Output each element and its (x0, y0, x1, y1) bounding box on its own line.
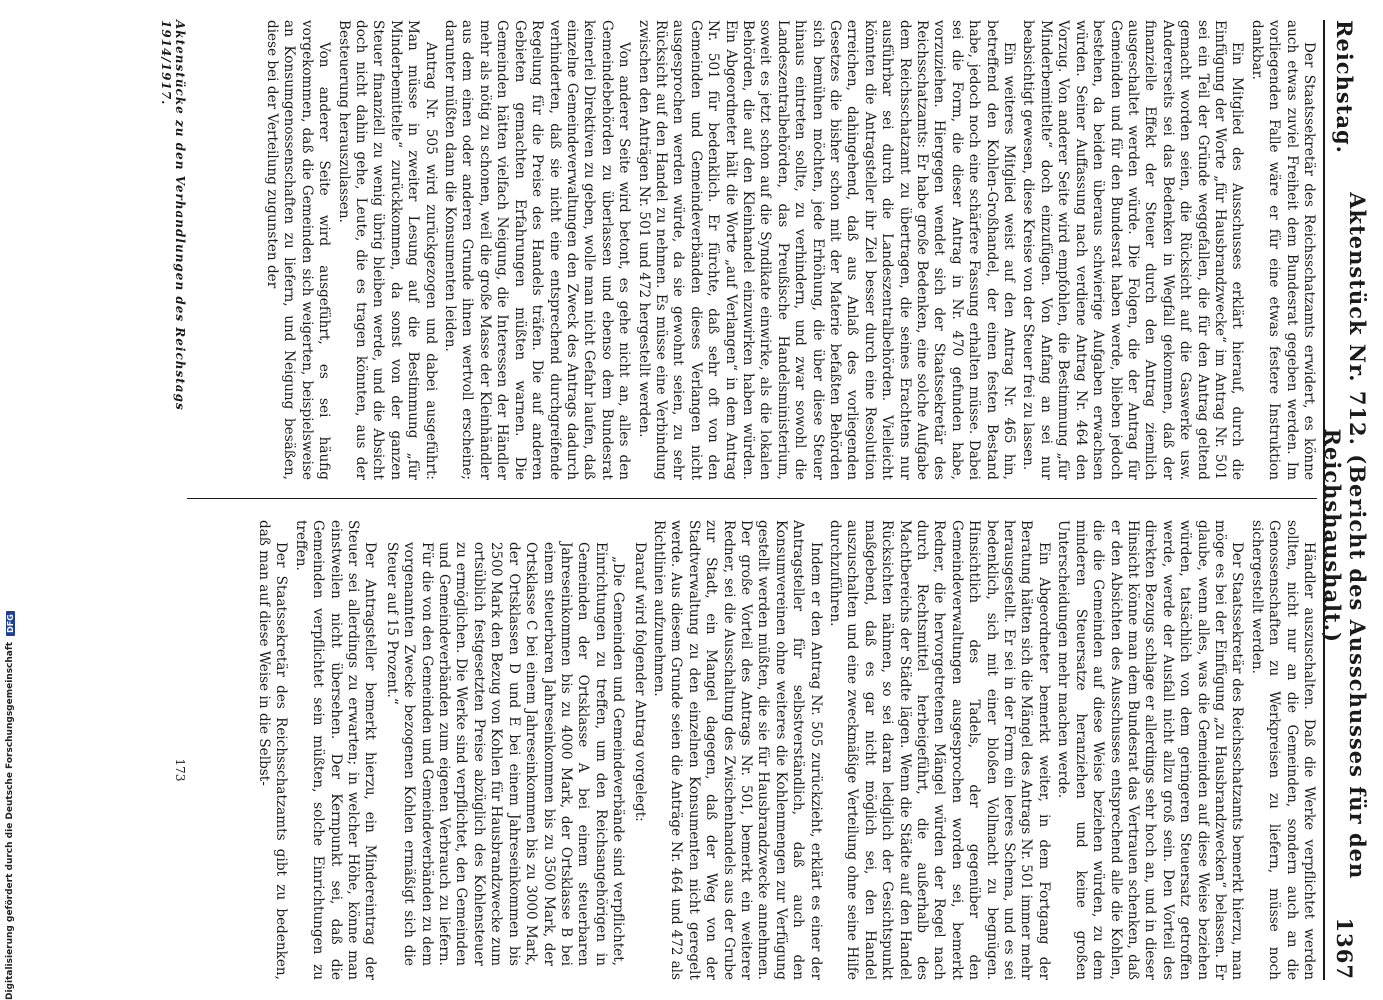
paragraph: Der Staatssekretär des Reichsschatzamts gibt zu bedenken, daß man auf diese Weise in die Selbst- (256, 520, 290, 980)
paragraph: Antrag Nr. 505 wird zurückgezogen und dabei ausgeführt: Man müsse in zweiter Lesung auf die Bestimmung „für Minderbemittelte“ zurückkommen, da sonst von der ganzen Steuer finanziell zu wenig übrig bleiben werde, und die Absicht doch nicht dahin gehe, Leute, die es tragen könnten, aus der Besteuerung herauszulassen. (335, 20, 439, 480)
paragraph: Ein Abgeordneter bemerkt weiter, in dem Fortgang der Beratung hätten sich die Mängel des Antrags Nr. 501 immer mehr herausgestellt. Er sei in der Form ein leeres Schema, und es sei bedenklich, sich mit einer bloßen Vollmacht zu begnügen. Hinsichtlich des Tadels, der gegenüber den Gemeindeverwaltungen ausgesprochen worden sei, bemerkt Redner, die hervorgetretenen Mängel würden der Regel nach durch Rechtsmittel herbeigeführt, die außerhalb des Machtbereichs der Städte lägen. Wenn die Städte auf den Handel Rücksichten nähmen, so sei daran lediglich der Gesichtspunkt maßgebend, daß es gar nicht möglich sei, den Handel auszuschalten und eine zweckmäßige Verteilung ohne seine Hilfe durchzuführen. (827, 520, 1052, 980)
dfg-logo: DFG (6, 611, 15, 636)
credit-text: Digitalisierung gefördert durch die Deutsche Forschungsgemeinschaft (5, 641, 15, 1000)
paragraph: Der Staatssekretär des Reichsschatzamts erwidert, es könne auch etwas zuviel Freiheit dem Bundesrat gegeben werden. Im vorliegenden Falle wäre er für eine etwas festere Instruktion dankbar. (1248, 20, 1317, 480)
paragraph: Der Staatssekretär des Reichsschatzamts bemerkt hierzu, man möge es bei der Einfügung „zu Hausbrandzwecken“ belassen. Er glaube, wenn alles, was die Gemeinden auf diese Weise beziehen würden, tatsächlich von dem geringeren Steuersatz getroffen werde, werde der Ausfall nicht allzu groß sein. Den Vorteil des direkten Bezugs schlage er allerdings sehr hoch an, und in dieser Hinsicht könne man dem Bundesrat das Vertrauen schenken, daß er den Absichten des Ausschusses entsprechend alle die Kohlen, die die Gemeinden auf diese Weise beziehen würden, zu dem minderen Steuersatze heranziehen und keine großen Unterscheidungen mehr machen werde. (1055, 520, 1246, 980)
paragraph: Der Antragsteller bemerkt hierzu, ein Mindereintrag der Steuer sei allerdings zu erwarten; in welcher Höhe, könne man einstweilen nicht übersehen. Der Kernpunkt sei, daß die Gemeinden verpflichtet sein müßten, solche Einrichtungen zu treffen. (292, 520, 379, 980)
header-left: Reichstag. (1332, 20, 1358, 154)
paragraph: Ein weiteres Mitglied weist auf den Antrag Nr. 465 hin, betreffend den Kohlen-Großhandel, der einen festen Bestand habe, jedoch noch eine schärfere Fassung erhalten müsse. Dabei sei die Form, die dieser Antrag in Nr. 470 gefunden habe, vorzuziehen. Hiergegen wendet sich der Staatssekretär des Reichsschatzamts: Er habe große Bedenken, eine solche Aufgabe dem Reichsschatzamt zu übertragen, die seines Erachtens nur ausführbar sei durch die Landeszentralbehörden. Vielleicht könnten die Antragsteller ihr Ziel besser durch eine Resolution erreichen, dahingehend, daß aus Anlaß des vorliegenden Gesetzes die bisher schon mit der Materie befaßten Behörden sich bemühen möchten, jede Erhöhung, die über diese Steuer hinaus eintreten sollte, zu verhindern, und zwar sowohl die Landeszentralbehörden, das Preußische Handelsministerium, soweit es jetzt schon auf die Syndikate einwirke, als die lokalen Behörden, die auf den Kleinhandel einzuwirken haben würden. Ein Abgeordneter hält die Worte „auf Verlangen“ in dem Antrag Nr. 501 für bedenklich. Er fürchte, daß sehr oft von den Gemeinden und Gemeindeverbänden dieses Verlangen nicht ausgesprochen werden würde, da sie gewohnt seien, zu sehr Rücksicht auf den Handel zu nehmen. Es müsse eine Verbindung zwischen den Anträgen Nr. 501 und 472 hergestellt werden. (635, 20, 1018, 480)
footer-page-number: 173 (173, 758, 187, 782)
motion-text: „Die Gemeinden und Gemeindeverbände sind verpflichtet, Einrichtungen zu treffen, um den Reichsangehörigen in Gemeinden der Ortsklasse A bei einem steuerbaren Jahreseinkommen bis zu 4000 Mark, der Ortsklasse B bei einem steuerbaren Jahreseinkommen bis zu 3500 Mark, der Ortsklasse C bei einem Jahreseinkommen bis zu 3000 Mark, der Ortsklassen D und E bei einem Jahreseinkommen bis 2500 Mark den Bezug von Kohlen für Hausbrandzwecke zum ortsüblich festgesetzten Preise abzüglich des Kohlensteuer zu ermöglichen. Die Werke sind verpflichtet, den Gemeinden und Gemeindeverbänden zum eigenen Verbrauch zu liefern. Für die von den Gemeinden und Gemeindeverbänden zu dem vorgenannten Zwecke bezogenen Kohlen ermäßigt sich die Steuer auf 15 Prozent.“ (383, 542, 627, 966)
left-column (207, 20, 1317, 480)
paragraph: Von anderer Seite wird ausgeführt, es sei häufig vorgekommen, daß die Gemeinden sich weigerten, beispielsweise an Konsumgenossenschaften zu liefern, und Neigung besäßen, diese bei der Verteilung zugunsten der (264, 20, 333, 480)
document-page (123, 0, 1383, 1000)
column-divider (187, 498, 1317, 499)
paragraph: Von anderer Seite wird betont, es gehe nicht an, alles den Gemeindebehörden zu überlassen und ebenso dem Bundesrat keinerlei Direktiven zu geben, wolle man nicht Gefahr laufen, daß einzelne Gemeindeverwaltungen den Zweck des Antrags dadurch verhinderten, daß sie nicht eine entsprechend durchgreifende Regelung für die Preise des Handels träfen. Die auf anderen Gebieten gemachten Erfahrungen müßten warnen. Die Gemeinden hätten vielfach Neigung, die Interessen der Händler mehr als nötig zu schonen, weil die große Masse der Kleinhändler aus dem einen oder anderen Grunde ihnen wertvoll erscheine; darunter müßten dann die Konsumenten leiden. (442, 20, 633, 480)
paragraph: Ein Mitglied des Ausschusses erklärt hierauf, durch die Einfügung der Worte „für Hausbrandzwecke“ im Antrag Nr. 501 sei ein Teil der Gründe weggefallen, die für den Antrag geltend gemacht worden seien, die Rücksicht auf die Gaswerke usw. Andererseits sei das Bedenken in Wegfall gekommen, daß der finanzielle Effekt der Steuer durch den Antrag ziemlich ausgeschaltet werden würde. Die Folgen, die der Antrag für Gemeinden und für den Bundesrat haben werde, blieben jedoch bestehen, da beiden überaus schwierige Aufgaben erwachsen würden. Seiner Auffassung nach verdiene Antrag Nr. 464 den Vorzug. Von anderer Seite wird empfohlen, die Bestimmung „für Minderbemittelte“ doch einzufügen. Von Anfang an sei nur beabsichtigt gewesen, diese Kreise von der Steuer frei zu lassen. (1020, 20, 1246, 480)
paragraph: Händler auszuschalten. Daß die Werke verpflichtet werden sollten, nicht nur an die Gemeinden, sondern auch an die Genossenschaften zu Werkpreisen zu liefern, müsse noch sichergestellt werden. (1248, 520, 1317, 980)
paragraph: Indem er den Antrag Nr. 505 zurückzieht, erklärt es einer der Antragsteller für selbstverständlich, daß auch den Konsumvereinen ohne weiteres die Kohlenmengen zur Verfügung gestellt werden müßten, die sie für Hausbrandzwecke annehmen. Der große Vorteil des Antrags Nr. 501, bemerkt ein weiterer Redner, sei die Ausschaltung des Zwischenhandels aus der Grube zur Stadt, ein Mangel dagegen, daß der Weg von der Stadtverwaltung zu den einzelnen Konsumenten nicht geregelt werde. Aus diesem Grunde seien die Anträge Nr. 464 und 472 als Richtlinien aufzunehmen. (650, 520, 824, 980)
paragraph: Darauf wird folgender Antrag vorgelegt: (631, 542, 648, 822)
digitization-credit (4, 600, 16, 1000)
footer-source: Aktenstücke zu den Verhandlungen des Reichstags 1914/1917. (159, 20, 187, 411)
header-title: Aktenstück Nr. 712. (Bericht des Ausschusses für den Reichshaushalt.) (1320, 192, 1370, 880)
header-page-number: 1367 (1332, 917, 1358, 980)
page-header (1320, 20, 1370, 980)
right-column (207, 520, 1317, 980)
